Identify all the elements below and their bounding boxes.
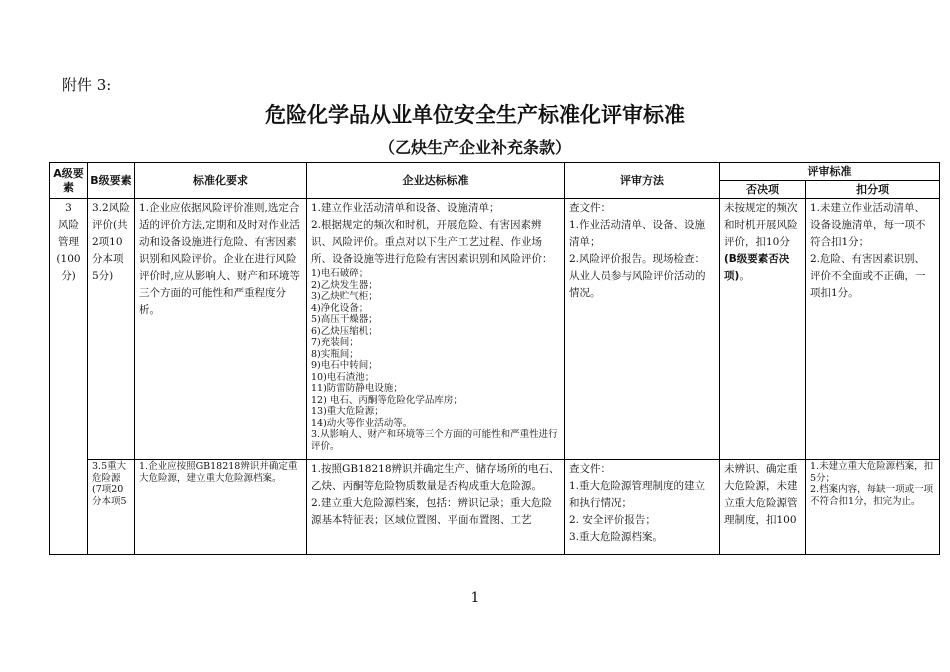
cell-requirement: 1.企业应按照GB18218辨识并确定重大危险源，建立重大危险源档案。 [135, 460, 307, 555]
cell-b-element: 3.5重大危险源(7项20分本项5 [88, 460, 135, 555]
cell-b-element: 3.2风险评价(共2项10分本项5分) [88, 199, 135, 460]
cell-requirement: 1.企业应依据风险评价准则,选定合适的评价方法,定期和及时对作业活动和设备设施进行危险、有害因素识别和风险评价。企业在进行风险评价时,应从影响人、财产和环境等三个方面的可能性和严重程度分析。 [135, 199, 307, 460]
header-a-element: A级要素 [50, 163, 88, 199]
list-item: 1)电石破碎； [311, 268, 369, 279]
list-item: 13)重大危险源； [311, 406, 384, 417]
company-standard-intro: 1.建立作业活动清单和设备、设施清单； 2.根据规定的频次和时机，开展危险、有害因素辨识、风险评价。重点对以下生产工艺过程、作业场所、设备设施等进行危险有害因素识别和风险评价： [311, 202, 553, 265]
list-item: 8)实瓶间； [311, 348, 359, 360]
page-number: 1 [470, 590, 480, 606]
veto-bold: (B级要素否决项) [724, 253, 790, 282]
cell-deduction: 1.未建立作业活动清单、设备设施清单，每一项不符合扣1分； 2.危险、有害因素识别、评价不全面或不正确，一项扣1分。 [806, 199, 940, 460]
list-item: 11)防雷防静电设施； [311, 383, 403, 394]
company-standard-list [311, 268, 560, 452]
veto-text: 未按规定的频次和时机开展风险评价，扣10分 [724, 202, 798, 248]
list-item: 3)乙炔贮气柜； [311, 291, 378, 302]
cell-review-method: 查文件： 1.重大危险源管理制度的建立和执行情况； 2. 安全评价报告； 3.重大危险源档案。 [565, 460, 720, 555]
document-title: 危险化学品从业单位安全生产标准化评审标准 [265, 103, 685, 127]
attachment-label: 附件 3: [62, 76, 112, 94]
cell-company-standard: 1.按照GB18218辨识并确定生产、储存场所的电石、乙炔、丙酮等危险物质数量是否构成重大危险源。 2.建立重大危险源档案，包括：辨识记录；重大危险源基本特征表；区域位置图、平面布置图、工艺 [307, 460, 565, 555]
header-b-element: B级要素 [88, 163, 135, 199]
header-row [50, 163, 940, 181]
cell-review-method: 查文件： 1.作业活动清单、设备、设施清单； 2.风险评价报告。现场检查： 从业人员参与风险评价活动的情况。 [565, 199, 720, 460]
cell-deduction: 1.未建立重大危险源档案，扣5分； 2.档案内容，每缺一项或一项不符合扣1分，扣完为止。 [806, 460, 940, 555]
list-item: 3.从影响人、财产和环境等三个方面的可能性和严重性进行评价。 [311, 429, 558, 452]
cell-company-standard [307, 199, 565, 460]
document-subtitle: （乙炔生产企业补充条款） [378, 138, 571, 157]
header-review-method: 评审方法 [565, 163, 720, 199]
header-review-criteria: 评审标准 [720, 163, 940, 181]
list-item: 6)乙炔压缩机； [311, 325, 378, 337]
list-item: 5)高压干燥器； [311, 314, 378, 325]
table-row [50, 460, 940, 555]
list-item: 12) 电石、丙酮等危险化学品库房； [311, 394, 463, 406]
cell-veto [720, 199, 806, 460]
list-item: 14)动火等作业活动等。 [311, 417, 413, 429]
cell-veto: 未辨识、确定重大危险源，未建立重大危险源管理制度，扣100 [720, 460, 806, 555]
header-veto: 否决项 [720, 181, 806, 199]
header-company-standard: 企业达标标准 [307, 163, 565, 199]
header-deduction: 扣分项 [806, 181, 940, 199]
table-row [50, 199, 940, 460]
list-item: 9)电石中转间； [311, 360, 378, 371]
list-item: 4)净化设备； [311, 302, 369, 314]
header-requirement: 标准化要求 [135, 163, 307, 199]
list-item: 7)充装间； [311, 337, 359, 348]
criteria-table [49, 162, 940, 555]
veto-tail: 。 [739, 270, 750, 282]
list-item: 2)乙炔发生器； [311, 279, 378, 291]
cell-a-element: 3 风险 管理 (100 分) [50, 199, 88, 555]
list-item: 10)电石渣池； [311, 371, 375, 383]
